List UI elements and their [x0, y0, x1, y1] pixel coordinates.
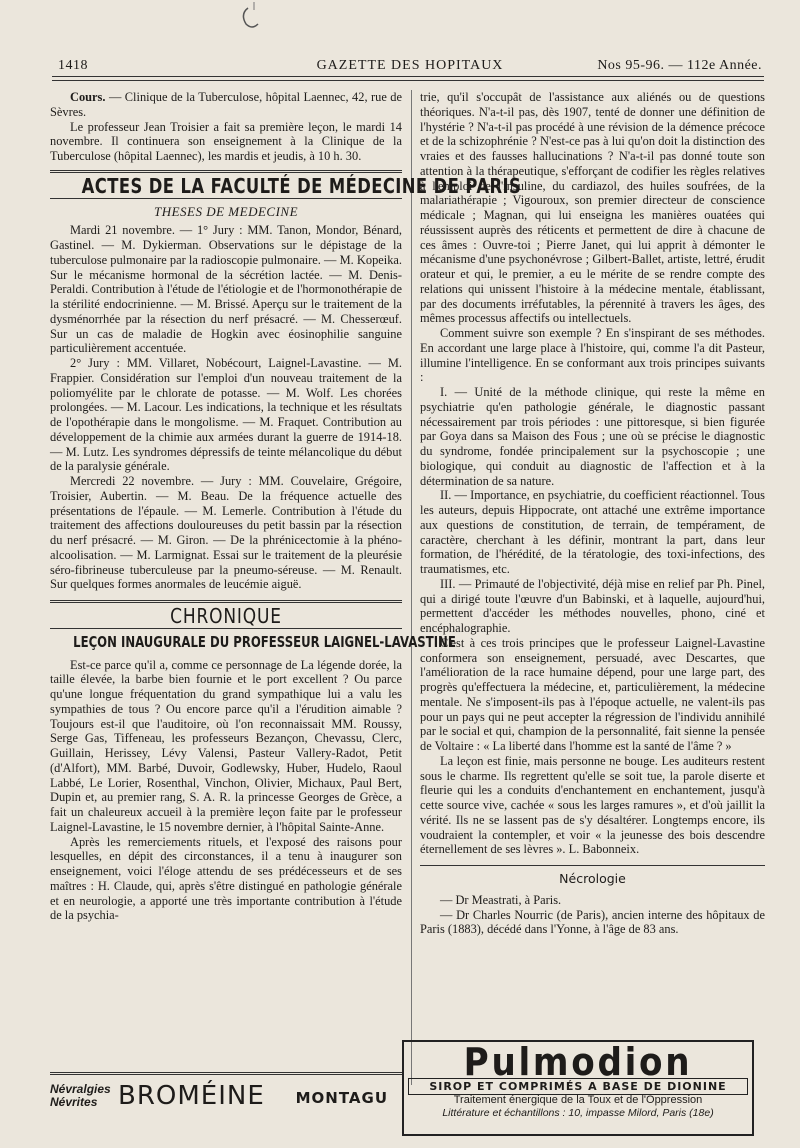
page-number: 1418: [58, 58, 88, 73]
theses-paragraph-2: 2° Jury : MM. Villaret, Nobécourt, Laignel-Lavastine. — M. Frappier. Considération sur l'emploi d'un nouveau traitement de la poliomyélite par le chlorate de potasse. — M. Wolf. Les chorées prolongées. — M. Lacour. Les indications, la technique et les résultats de l'opothérapie dans le mongolisme. — M. Fraquet. Contribution au développement de la chimie aux armées durant la guerre de 1914-18. — M. Lutz. Les syndromes dépressifs de teinte mélancolique du début de la paralysie générale.: [50, 356, 402, 474]
necrologie-entry-2: — Dr Charles Nourric (de Paris), ancien interne des hôpitaux de Paris (1883), décédé dans l'Yonne, à l'âge de 83 ans.: [420, 907, 765, 937]
ad-traitement-line: Traitement énergique de la Toux et de l'Oppression: [453, 1094, 703, 1106]
lecon-title: LEÇON INAUGURALE DU PROFESSEUR LAIGNEL-LAVASTINE: [73, 632, 456, 651]
necrologie-entry-1: — Dr Meastrati, à Paris.: [440, 892, 562, 907]
issue-info: Nos 95-96. — 112e Année.: [597, 58, 762, 73]
ad-litterature-line: Littérature et échantillons : 10, impasse Milord, Paris (18e): [442, 1107, 714, 1119]
necrologie-title: Nécrologie: [559, 871, 626, 886]
lecon-paragraph-1: Est-ce parce qu'il a, comme ce personnage de La légende dorée, la taille élevée, la barbe bien fournie et le port excellent ? Ou parce qu'une longue fréquentation du grand sympathique lui a valu les sympathies de tous ? Ou encore parce qu'il a l'érudition aimable ? Toujours est-il que l'auditoire, où l'on reconnaissait MM. Roussy, Serge Gas, Tiffeneau, les professeurs Bezançon, Chevassu, Clerc, Guillain, Herissey, Lévy Valensi, Pasteur Vallery-Radot, Petit (d'Alfort), MM. Barbé, Duvoir, Godlewsky, Huber, Hudelo, Raoul Labbé, Le Lorier, Rosenthal, Vinchon, Olivier, Michaux, Paul Bert, Dupin et, au premier rang, S. A. R. la princesse Georges de Grèce, a fait un chaleureux accueil à la première leçon faite par le professeur Laignel-Lavastine, le 15 novembre dernier, à l'hôpital Sainte-Anne.: [50, 657, 402, 834]
principle-1: I. — Unité de la méthode clinique, qui reste la même en psychiatrie qu'en pathologie générale, le diagnostic passant nécessairement par trois périodes : une pittoresque, si bien figurée par Goya dans sa Maison des Fous ; une où se précise le diagnostic du syndrome, fondée principalement sur la psychoscopie ; une biologique, qui conduit au diagnostic de l'affection et à la détermination de sa nature.: [420, 385, 765, 488]
article-paragraph-1: trie, qu'il s'occupât de l'assistance aux aliénés ou de questions théoriques. N'a-t-il pas, dès 1907, tenté de donner une définition de l'hystérie ? N'a-t-il pas procédé à une révision de la démence précoce et de la schizophrénie ? N'est-ce pas à lui qu'on doit la distinction des vraies et des fausses hallucinations ? N'a-t-il pas donné toute son attention à la thérapeutique, s'efforçant de codifier les règles relatives à l'emploi de l'insuline, du cardiazol, des huiles soufrées, de la malariathérapie ; Vigouroux, son premier directeur de conscience médicale ; Magnan, qui lui enseigna les manières ouatées qui réussissent auprès des réticents et permettent de dire à chacune de ces âmes : Ouvre-toi ; Pierre Janet, qui lui apprit à démonter le mécanisme d'une psychonévrose ; Gilbert-Ballet, artiste, lettré, érudit orateur et qui, le premier, a eu le mérite de se rendre compte des relations qui unissent l'histoire à la médecine mentale, établissant, par des documents irréfutables, la pérennité à travers les âges, des mêmes processus affectifs ou intellectuels.: [420, 90, 765, 326]
library-stamp-mark: [228, 0, 278, 40]
chronique-title: CHRONIQUE: [170, 604, 282, 628]
cours-text: — Clinique de la Tuberculose, hôpital Laennec, 42, rue de Sèvres.: [50, 90, 402, 119]
cours-paragraph: [50, 90, 402, 120]
theses-paragraph-3: Mercredi 22 novembre. — Jury : MM. Couvelaire, Grégoire, Troisier, Aubertin. — M. Beau. De la fréquence actuelle des présentations de l'épaule. — M. Lemerle. Contribution à l'étude du traitement des affections douloureuses du petit bassin par la résection du nerf présacré. — M. Giron. — De la phrénicectomie à la phéno-alcoolisation. — M. Larmignat. Essai sur le traitement de la pleurésie séro-fibrineuse tuberculeuse par la pneumo-séreuse. — M. Renault. Sur quelques formes anormales de leucémie aiguë.: [50, 474, 402, 592]
cours-paragraph-2: Le professeur Jean Troisier a fait sa première leçon, le mardi 14 novembre. Il continuera son enseignement à la Clinique de la Tuberculose (hôpital Laennec), les mardis et jeudis, à 10 h. 30.: [50, 119, 402, 163]
ad-montagu-brand: MONTAGU: [295, 1089, 388, 1107]
column-divider: [411, 90, 412, 1085]
cours-label: Cours.: [70, 90, 106, 104]
ad-pulmodion-brand: Pulmodion: [463, 1040, 693, 1084]
lecon-paragraph-2: Après les remerciements rituels, et l'exposé des raisons pour lesquelles, en dépit des circonstances, il a tenu à inaugurer son enseignement, voici l'éloge attendu de ses prédécesseurs et de ses maîtres : H. Claude, qui, après s'être distingué en pathologie générale et en neurologie, a apporté une très importante contribution à l'étude de la psychia-: [50, 834, 402, 923]
bromeine-advertisement: [50, 1072, 402, 1135]
actes-section-title: ACTES DE LA FACULTÉ DE MÉDECINE DE PARIS: [81, 173, 522, 198]
header-rule: [52, 76, 764, 77]
pulmodion-advertisement: [402, 1040, 754, 1136]
ad-nevrites: Névrites: [50, 1095, 98, 1109]
journal-title: GAZETTE DES HOPITAUX: [316, 58, 504, 73]
article-paragraph-6: C'est à ces trois principes que le professeur Laignel-Lavastine conformera son enseignement, persuadé, avec Descartes, que l'amélioration de la race humaine dépend, pour une large part, des progrès qu'effectuera la médecine, et, particulièrement, la médecine mentale. Ne s'imposent-ils pas à l'époque actuelle, ne valent-ils pas pour un pays qui ne peut accepter la régression de l'individu annihilé par le social et qui, champion de la personnalité, fait sienne la pensée de Voltaire : « La liberté dans l'homme est la santé de l'âme ? »: [420, 635, 765, 753]
section-rule: [50, 170, 402, 173]
section-rule: [50, 600, 402, 603]
principle-2: II. — Importance, en psychiatrie, du coefficient réactionnel. Tous les auteurs, depuis Hippocrate, ont attaché une extrême importance aux questions de constitution, de terrain, de tempérament, de caractère, cherchant à les définir, montrant la part, dans leur formation, de l'hérédité, de la tératologie, des toxi-infections, des traumatismes, etc.: [420, 488, 765, 576]
right-column: [420, 90, 765, 937]
theses-subtitle: THESES DE MEDECINE: [153, 203, 299, 219]
ad-nevralgies: Névralgies: [50, 1082, 111, 1096]
header-rule-2: [52, 80, 764, 81]
principle-3: III. — Primauté de l'objectivité, déjà mise en relief par Ph. Pinel, qui a dirigé toute l'œuvre d'un Babinski, et à laquelle, aujourd'hui, permettent d'accéder les méthodes nouvelles, phono, ciné et encéphalographie.: [420, 576, 765, 635]
ad-indications: [50, 1083, 111, 1109]
article-paragraph-2: Comment suivre son exemple ? En s'inspirant de ses méthodes. En accordant une large place à l'histoire, qui, comme l'a dit Pasteur, illumine l'intelligence. En se conformant aux trois principes suivants :: [420, 326, 765, 385]
ad-bromeine-brand: BROMÉINE: [118, 1081, 265, 1111]
ad-sirop-line: SIROP ET COMPRIMÉS A BASE DE DIONINE: [408, 1078, 748, 1095]
necrologie-section: [420, 865, 765, 937]
theses-paragraph-1: Mardi 21 novembre. — 1° Jury : MM. Tanon, Mondor, Bénard, Gastinel. — M. Dykierman. Observations sur le dépistage de la tuberculose pulmonaire par la radioscopie pulmonaire. — M. Kopeika. Sur le mécanisme hormonal de la sécrétion lactée. — M. Denis-Peraldi. Contribution à l'étude de l'étiologie et de l'hormonothérapie de la stérilité endocrinienne. — M. Brissé. Aperçu sur le traitement de la dysménorrhée par la résection du nerf présacré. — M. Chesserœuf. Sur un cas de maladie de Hogkin avec éosinophilie sanguine particulièrement accentuée.: [50, 223, 402, 356]
article-paragraph-7: La leçon est finie, mais personne ne bouge. Les auditeurs restent sous le charme. Ils regrettent qu'elle se soit tue, la parole disertе et fleurie qui les a conduits d'enchantement en enchantement, jusqu'à cette source vive, cachée « sous les larges ramures », et d'où jaillit la vérité. Ils ne se lassent pas de s'y désaltérer. Longtemps encore, ils voudraient la contempler, et voir « la jeunesse des bois descendre éternellement de ses lèvres ». L. Babonneix.: [420, 753, 765, 857]
page-header: [58, 58, 762, 78]
